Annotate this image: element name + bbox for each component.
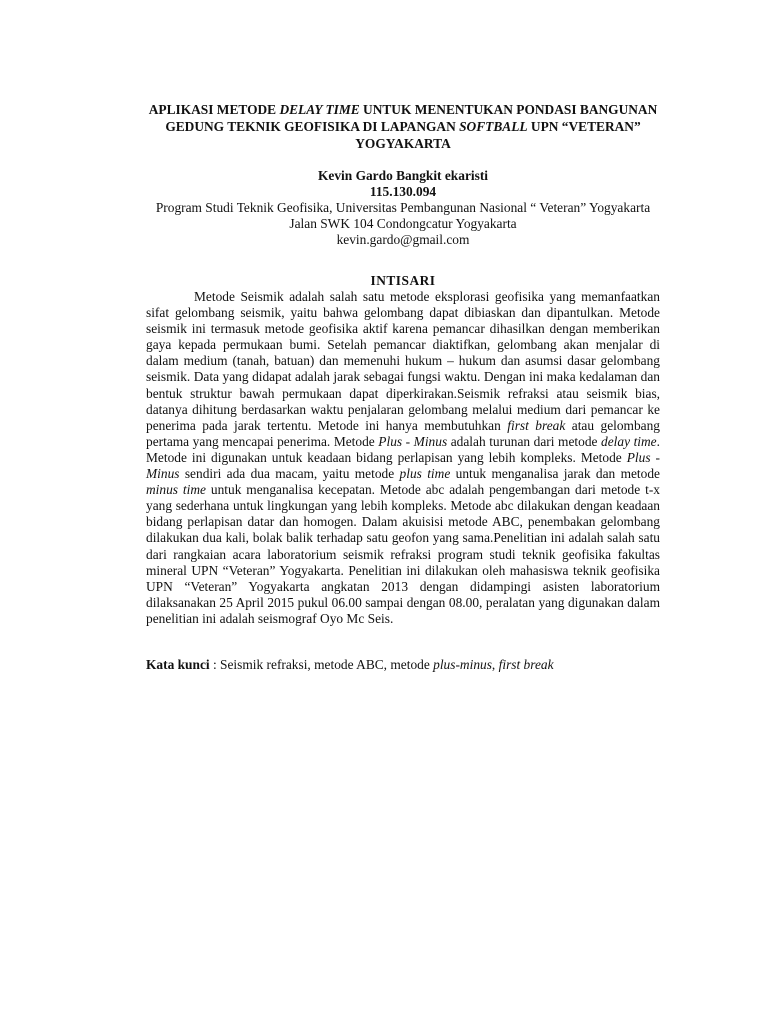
abstract-text-1: Metode Seismik adalah salah satu metode eksplorasi geofisika yang memanfaatkan sifat gelombang seismik, yaitu bahwa gelombang dapat dibiaskan dan dipantulkan. Metode seismik ini termasuk metode geofisika aktif karena pemancar dihasilkan dengan memberikan gaya kepada permukaan bumi. Setelah pemancar diaktifkan, gelombang akan menjalar di dalam medium (tanah, batuan) dan memenuhi hukum – hukum dan asumsi dasar gelombang seismik. Data yang didapat adalah jarak sebagai fungsi waktu. Dengan ini maka kedalaman dan bentuk struktur bawah permukaan dapat diperkirakan.Seismik refraksi atau seismik bias, datanya dihitung berdasarkan waktu penjalaran gelombang melalui medium dari pemancar ke penerima pada jarak tertentu. Metode ini hanya membutuhkan xyxy=(146,289,660,433)
author-affiliation: Program Studi Teknik Geofisika, Universitas Pembangunan Nasional “ Veteran” Yogyakarta xyxy=(155,200,651,215)
keywords-italic-first-break: first break xyxy=(498,657,554,672)
author-address: Jalan SWK 104 Condongcatur Yogyakarta xyxy=(289,216,517,231)
abstract-text-7: untuk menganalisa kecepatan. Metode abc adalah pengembangan dari metode t-x yang sederhana untuk lingkungan yang lebih kompleks. Metode abc dilakukan dengan keadaan bidang perlapisan datar dan homogen. Dalam akuisisi metode ABC, penembakan gelombang dilakukan dua kali, bolak balik terhadap satu geofon yang sama.Penelitian ini adalah salah satu dari rangkaian acara laboratorium seismik refraksi program studi teknik geofisika fakultas mineral UPN “Veteran” Yogyakarta. Penelitian ini dilakukan oleh mahasiswa teknik geofisika UPN “Veteran” Yogyakarta angkatan 2013 dengan didampingi asisten laboratorium dilaksanakan 25 April 2015 pukul 06.00 sampai dengan 08.00, peralatan yang digunakan dalam penelitian ini adalah seismograf Oyo Mc Seis. xyxy=(146,482,660,626)
author-email: kevin.gardo@gmail.com xyxy=(336,232,470,247)
keywords-label: Kata kunci xyxy=(146,657,210,672)
abstract-italic-plus-minus: Plus - Minus xyxy=(378,433,448,449)
author-id: 115.130.094 xyxy=(369,184,437,199)
abstract-italic-delay-time: delay time xyxy=(601,433,657,449)
abstract-body xyxy=(146,289,660,627)
paper-header xyxy=(146,101,660,248)
abstract-heading: INTISARI xyxy=(370,273,436,288)
title-italic-softball: SOFTBALL xyxy=(459,119,528,134)
abstract-italic-plus-time: plus time xyxy=(399,466,451,482)
title-italic-delay-time: DELAY TIME xyxy=(279,102,360,117)
keywords-text: : Seismik refraksi, metode ABC, metode xyxy=(209,657,434,672)
abstract-text-4: . Metode ini digunakan untuk keadaan bidang perlapisan yang lebih kompleks. Metode xyxy=(146,433,660,465)
abstract-text-5: sendiri ada dua macam, yaitu metode xyxy=(179,466,400,482)
paper-title xyxy=(146,101,660,152)
abstract-text-2: atau gelombang pertama yang mencapai penerima. Metode xyxy=(146,417,661,449)
title-part-1: APLIKASI METODE xyxy=(148,102,280,117)
abstract-italic-plus-minus-2: Plus - Minus xyxy=(146,449,660,482)
keywords-line xyxy=(146,657,660,673)
author-block xyxy=(146,168,660,248)
abstract-text-3: adalah turunan dari metode xyxy=(447,433,602,449)
abstract-italic-first-break: first break xyxy=(507,417,566,433)
abstract-text-6: untuk menganalisa jarak dan metode xyxy=(450,466,660,482)
title-part-2: UNTUK MENENTUKAN PONDASI BANGUNAN GEDUNG TEKNIK GEOFISIKA DI LAPANGAN xyxy=(165,102,658,134)
abstract-italic-minus-time: minus time xyxy=(146,482,206,498)
title-part-3: UPN “VETERAN” YOGYAKARTA xyxy=(355,119,641,151)
author-name: Kevin Gardo Bangkit ekaristi xyxy=(318,168,488,183)
keywords-separator: , xyxy=(491,657,499,672)
keywords-italic-plus-minus: plus-minus xyxy=(433,657,492,672)
